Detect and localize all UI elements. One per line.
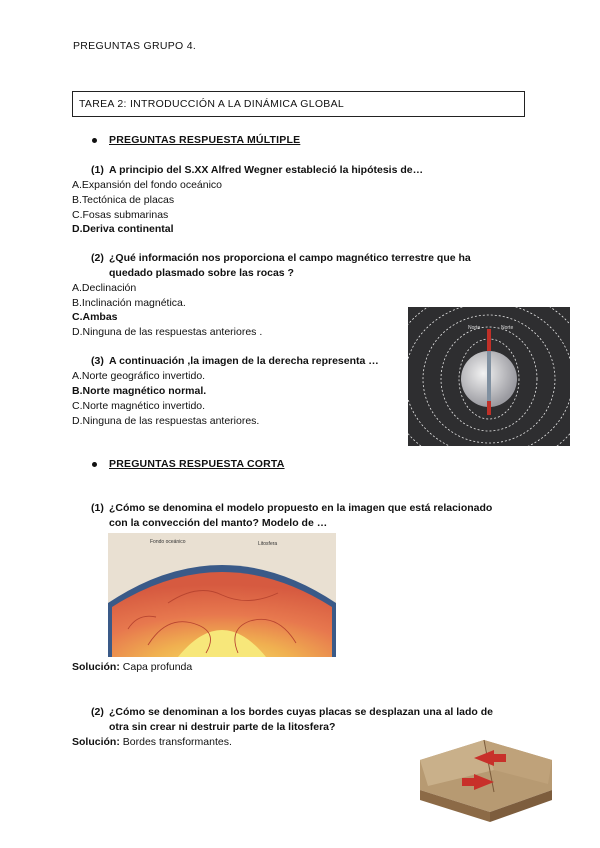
question-2: [91, 251, 471, 266]
question-text: A principio del S.XX Alfred Wegner estableció la hipótesis de…: [109, 164, 424, 176]
task-title-box: [72, 91, 525, 117]
question-number: (2): [91, 252, 104, 264]
q1-option-b: B.Tectónica de placas: [72, 194, 175, 206]
short-question-2-line2: otra sin crear ni destruir parte de la litosfera?: [109, 721, 336, 733]
svg-text:Litosfera: Litosfera: [258, 541, 278, 547]
solution-2: [72, 736, 232, 748]
mantle-convection-image: [108, 533, 336, 657]
section-title: PREGUNTAS RESPUESTA MÚLTIPLE: [109, 134, 301, 146]
section-multiple-choice: [92, 134, 300, 146]
q2-option-d: D.Ninguna de las respuestas anteriores .: [72, 326, 263, 338]
q1-option-d: D.Deriva continental: [72, 223, 174, 235]
solution-label: Solución:: [72, 736, 120, 748]
bullet-icon: [92, 138, 97, 143]
question-text-line1: ¿Cómo se denomina el modelo propuesto en la imagen que está relacionado: [109, 502, 493, 514]
q2-option-c: C.Ambas: [72, 311, 118, 323]
short-question-1: [91, 501, 492, 516]
question-number: (2): [91, 706, 104, 718]
magnetic-field-image: [408, 307, 570, 446]
q3-option-d: D.Ninguna de las respuestas anteriores.: [72, 415, 260, 427]
q2-option-a: A.Declinación: [72, 282, 137, 294]
q3-option-a: A.Norte geográfico invertido.: [72, 370, 206, 382]
question-number: (1): [91, 164, 104, 176]
mantle-convection-illustration: [108, 533, 336, 657]
bullet-icon: [92, 462, 97, 467]
q1-option-c: C.Fosas submarinas: [72, 209, 169, 221]
svg-text:Norte: Norte: [468, 325, 481, 331]
earth-magnetic-field-illustration: [408, 307, 570, 446]
q3-option-b: B.Norte magnético normal.: [72, 385, 207, 397]
question-1: [91, 163, 423, 178]
solution-text: Bordes transformantes.: [122, 736, 232, 748]
q2-option-b: B.Inclinación magnética.: [72, 297, 186, 309]
solution-1: [72, 661, 192, 673]
transform-boundary-image: [414, 730, 558, 826]
q1-option-a: A.Expansión del fondo oceánico: [72, 179, 223, 191]
solution-label: Solución:: [72, 661, 120, 673]
question-2-line2: quedado plasmado sobre las rocas ?: [109, 267, 294, 279]
question-3: [91, 354, 379, 369]
svg-text:Fondo oceánico: Fondo oceánico: [150, 539, 186, 545]
question-text-line1: ¿Qué información nos proporciona el campo magnético terrestre que ha: [109, 252, 471, 264]
section-title: PREGUNTAS RESPUESTA CORTA: [109, 458, 285, 470]
question-number: (3): [91, 355, 104, 367]
short-question-1-line2: con la convección del manto? Modelo de …: [109, 517, 328, 529]
page-header: PREGUNTAS GRUPO 4.: [73, 40, 197, 52]
svg-text:Norte: Norte: [501, 325, 514, 331]
section-short-answer: [92, 458, 285, 470]
task-title: TAREA 2: INTRODUCCIÓN A LA DINÁMICA GLOBAL: [79, 98, 345, 110]
question-number: (1): [91, 502, 104, 514]
short-question-2: [91, 705, 493, 720]
question-text: A continuación ,la imagen de la derecha representa …: [109, 355, 379, 367]
question-text-line1: ¿Cómo se denominan a los bordes cuyas placas se desplazan una al lado de: [109, 706, 493, 718]
transform-boundary-illustration: [414, 730, 558, 826]
q3-option-c: C.Norte magnético invertido.: [72, 400, 206, 412]
solution-text: Capa profunda: [122, 661, 193, 673]
